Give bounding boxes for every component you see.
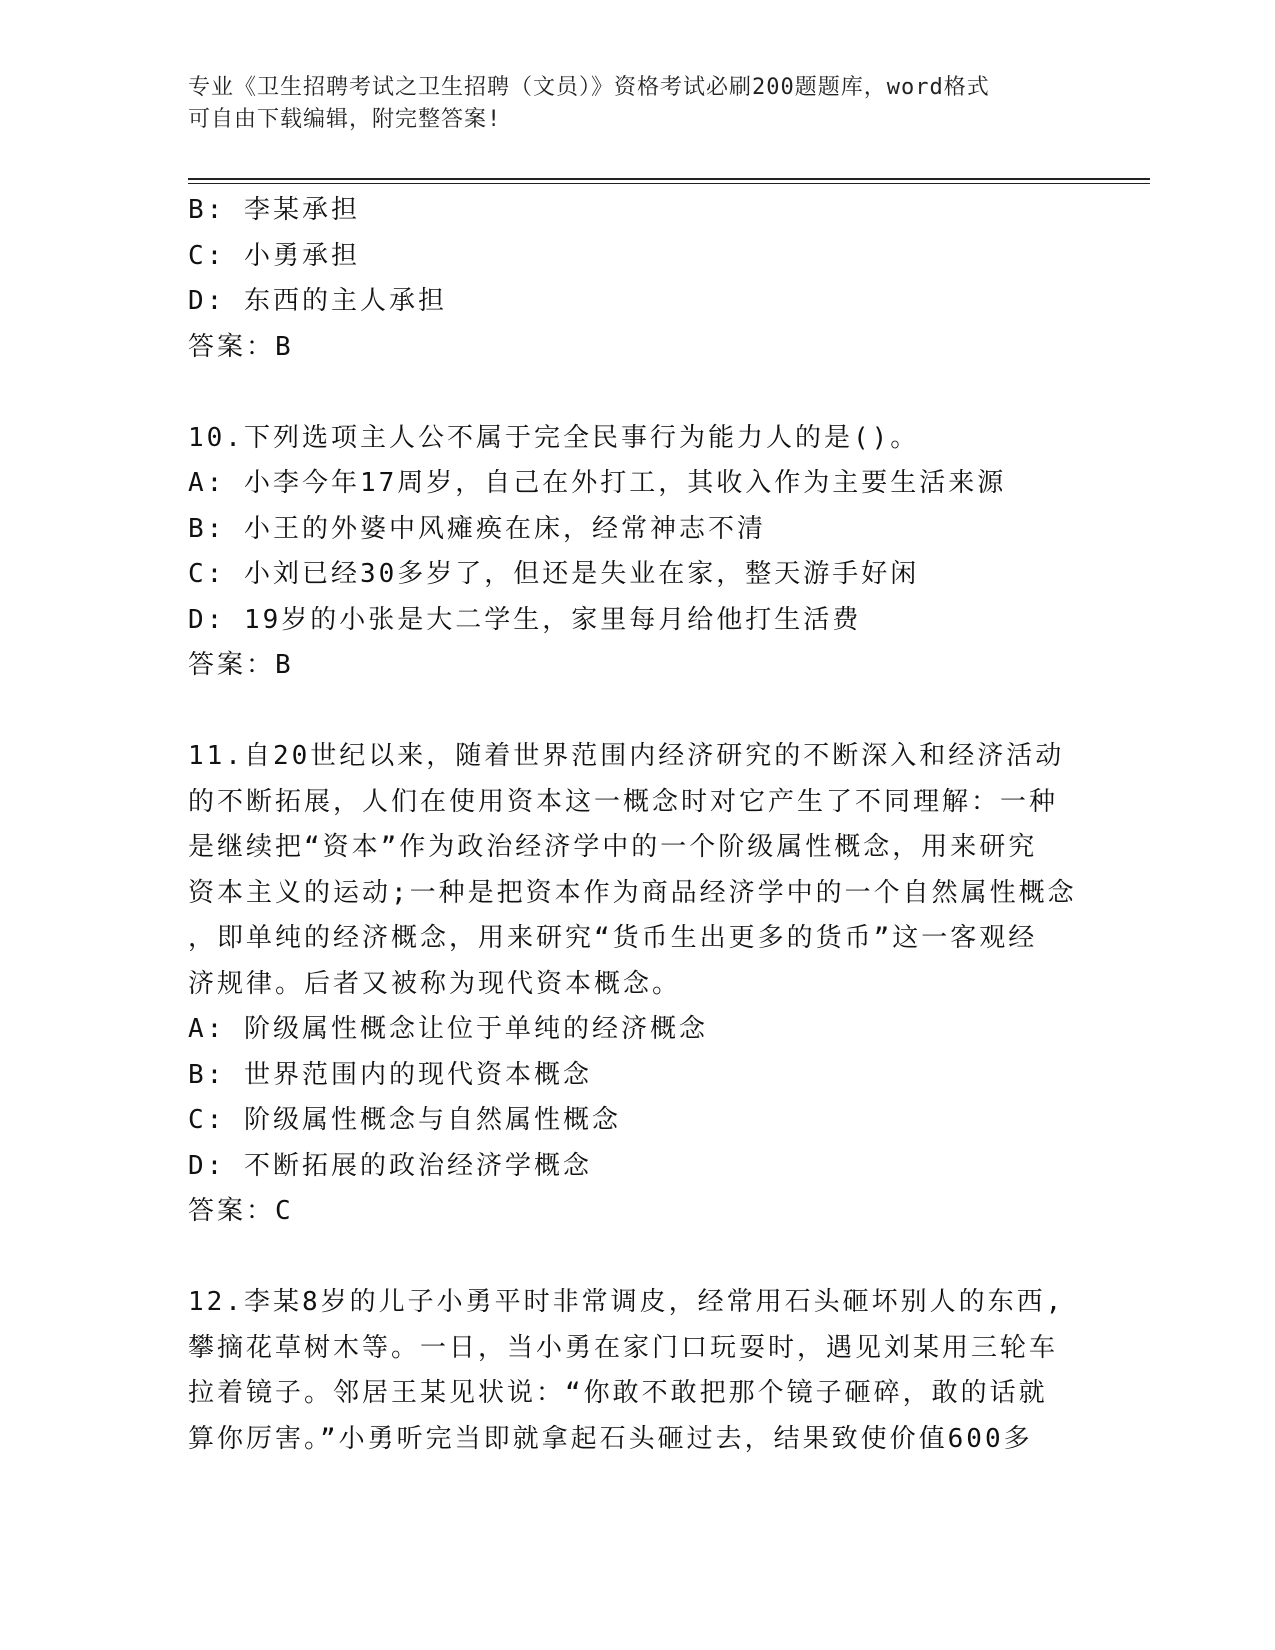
q10-question: 10.下列选项主人公不属于完全民事行为能力人的是()。 bbox=[188, 422, 920, 453]
spacer bbox=[188, 1235, 1088, 1281]
q12-question-line: 算你厉害。”小勇听完当即就拿起石头砸过去，结果致使价值600多 bbox=[188, 1423, 1033, 1454]
q10-option-b: B: 小王的外婆中风瘫痪在床，经常神志不清 bbox=[188, 513, 766, 544]
q11-question-line: 资本主义的运动;一种是把资本作为商品经济学中的一个自然属性概念 bbox=[188, 877, 1077, 908]
q12-question-line: 攀摘花草树木等。一日，当小勇在家门口玩耍时，遇见刘某用三轮车 bbox=[188, 1332, 1059, 1363]
q11-question-line: 济规律。后者又被称为现代资本概念。 bbox=[188, 968, 682, 999]
q12-question-line: 12.李某8岁的儿子小勇平时非常调皮，经常用石头砸坏别人的东西, bbox=[188, 1287, 1065, 1317]
q11-question-line: 的不断拓展，人们在使用资本这一概念时对它产生了不同理解：一种 bbox=[188, 786, 1059, 817]
q10-option-c: C: 小刘已经30多岁了，但还是失业在家，整天游手好闲 bbox=[188, 559, 920, 589]
document-body bbox=[188, 188, 1088, 1462]
q11-option-a: A: 阶级属性概念让位于单纯的经济概念 bbox=[188, 1014, 708, 1044]
q11-question bbox=[188, 734, 1088, 1007]
q11-option-c: C: 阶级属性概念与自然属性概念 bbox=[188, 1105, 621, 1135]
q12-question bbox=[188, 1280, 1088, 1462]
document-header bbox=[188, 72, 1088, 136]
q11-question-line: 是继续把“资本”作为政治经济学中的一个阶级属性概念，用来研究 bbox=[188, 832, 1038, 862]
q11-answer: 答案：C bbox=[188, 1196, 294, 1226]
q9-answer: 答案：B bbox=[188, 331, 294, 362]
q9-option-c: C: 小勇承担 bbox=[188, 240, 360, 271]
q10-option-a: A: 小李今年17周岁，自己在外打工，其收入作为主要生活来源 bbox=[188, 468, 1007, 498]
q11-option-b: B: 世界范围内的现代资本概念 bbox=[188, 1059, 592, 1090]
header-line-2: 可自由下载编辑，附完整答案! bbox=[188, 107, 502, 132]
q10-option-d: D: 19岁的小张是大二学生，家里每月给他打生活费 bbox=[188, 604, 862, 635]
q9-option-d: D: 东西的主人承担 bbox=[188, 286, 447, 316]
spacer bbox=[188, 689, 1088, 735]
header-rule-thin bbox=[188, 183, 1150, 184]
q11-question-line: ，即单纯的经济概念，用来研究“货币生出更多的货币”这一客观经 bbox=[188, 923, 1038, 953]
q11-question-line: 11.自20世纪以来，随着世界范围内经济研究的不断深入和经济活动 bbox=[188, 741, 1065, 771]
header-rule-thick bbox=[188, 178, 1150, 180]
q12-question-line: 拉着镜子。邻居王某见状说：“你敢不敢把那个镜子砸碎，敢的话就 bbox=[188, 1378, 1048, 1408]
q11-option-d: D: 不断拓展的政治经济学概念 bbox=[188, 1150, 592, 1181]
q9-option-b: B: 李某承担 bbox=[188, 195, 360, 225]
header-line-1: 专业《卫生招聘考试之卫生招聘（文员）》资格考试必刷200题题库，word格式 bbox=[188, 75, 990, 100]
spacer bbox=[188, 370, 1088, 416]
q10-answer: 答案：B bbox=[188, 650, 294, 680]
